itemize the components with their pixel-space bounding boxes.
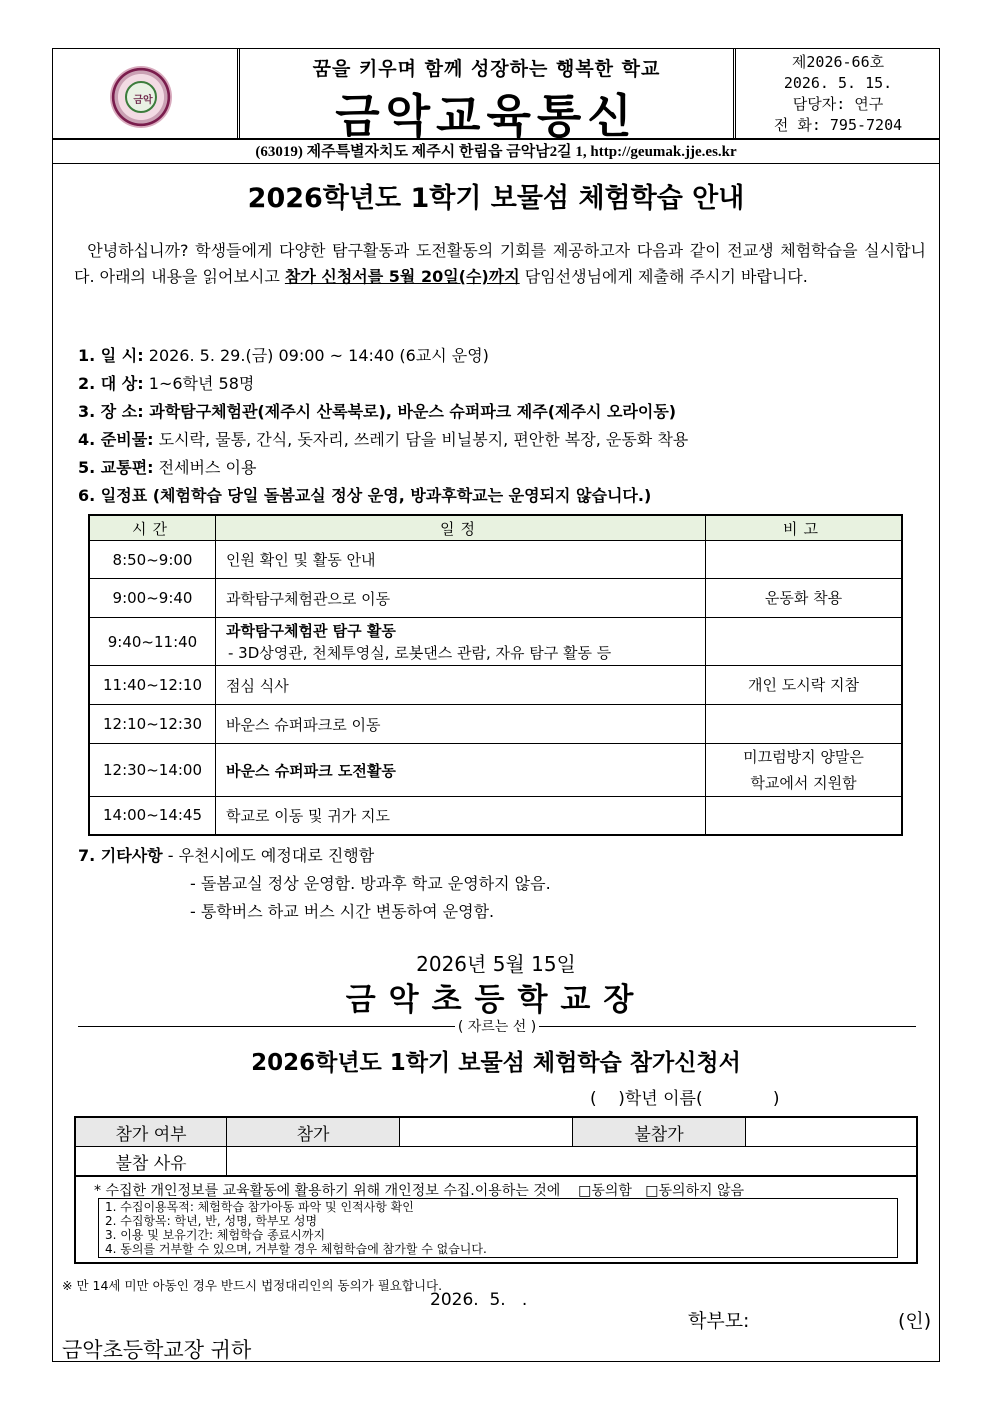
school-seal-icon: 금악 [110,66,172,128]
reason-field[interactable] [227,1147,918,1177]
list-item-transport: 5. 교통편: 전세버스 이용 [78,458,257,477]
parent-label: 학부모: [688,1310,750,1332]
issue-info [736,52,940,136]
school-slogan: 꿈을 키우며 함께 성장하는 행복한 학교 [312,58,661,80]
table-row: 9:40~11:40 과학탐구체험관 탐구 활동 - 3D상영관, 천체투영실, 로봇댄스 관람, 자유 탐구 활동 등 [89,618,902,666]
contact-person: 담당자: 연구 [792,95,884,113]
form-title: 2026학년도 1학기 보물섬 체험학습 참가신청서 [251,1050,741,1076]
not-attend-label: 불참가 [573,1117,746,1147]
school-address: (63019) 제주특별자치도 제주시 한림읍 금악남2길 1, http://geumak.jje.es.kr [52,140,940,164]
intro-paragraph: 안녕하십니까? 학생들에게 다양한 탐구활동과 도전활동의 기회를 제공하고자 다음과 같이 전교생 체험학습을 실시합니다. 아래의 내용을 읽어보시고 참가 신청서를 5월 20일(수)까지 담임선생님에게 제출해 주시기 바랍니다. [74,241,926,286]
cut-line: ( 자르는 선 ) [78,1016,916,1036]
table-row: 11:40~12:10 점심 식사 개인 도시락 지참 [89,666,902,705]
notice-date: 2026년 5월 15일 [416,952,576,976]
consent-question: * 수집한 개인정보를 교육활동에 활용하기 위해 개인정보 수집.이용하는 것에 □동의함 □동의하지 않음 [94,1183,745,1199]
addressee: 금악초등학교장 귀하 [62,1338,252,1362]
table-row: 12:10~12:30 바운스 슈퍼파크로 이동 [89,705,902,744]
guardian-note: ※ 만 14세 미만 아동인 경우 반드시 법정대리인의 동의가 필요합니다. [62,1278,443,1293]
not-attend-check-cell[interactable] [746,1117,918,1147]
list-item-place: 3. 장 소: 과학탐구체험관(제주시 산록북로), 바운스 슈퍼파크 제주(제주시 오라이동) [78,402,677,421]
list-item-target: 2. 대 상: 1~6학년 58명 [78,374,255,393]
table-row: 14:00~14:45 학교로 이동 및 귀가 지도 [89,797,902,835]
list-item-supplies: 4. 준비물: 도시락, 물통, 간식, 돗자리, 쓰레기 담을 비닐봉지, 편안한 복장, 운동화 착용 [78,430,689,449]
attend-check-cell[interactable] [400,1117,573,1147]
application-form [74,1116,918,1177]
other-notes: 7. 기타사항 - 우천시에도 예정대로 진행함 - 돌봄교실 정상 운영함. 방과후 학교 운영하지 않음. - 통학버스 하교 버스 시간 변동하여 운영함. [78,846,551,921]
masthead [240,48,736,143]
deadline-text: 참가 신청서를 5월 20일(수)까지 [284,267,520,286]
contact-phone: 전 화: 795-7204 [773,116,903,134]
newsletter-title: 금악교육통신 [335,89,638,143]
grade-name-field[interactable]: ( )학년 이름( ) [590,1089,780,1109]
issue-date: 2026. 5. 15. [783,74,893,92]
form-date: 2026. 5. . [430,1290,528,1310]
table-header: 시간 일정 비고 [89,515,902,541]
consent-details: 1. 수집이용목적: 체험학습 참가아동 파악 및 인적사항 확인 2. 수집항목: 학년, 반, 성명, 학부모 성명 3. 이용 및 보유기간: 체험학습 종료시까지 4. 동의를 거부할 수 있으며, 거부할 경우 체험학습에 참가할 수 없습니다. [98,1198,898,1258]
schedule-table [88,514,903,836]
privacy-consent [74,1174,918,1264]
attend-label: 참가 [227,1117,400,1147]
table-row: 8:50~9:00 인원 확인 및 활동 안내 [89,541,902,579]
participation-label: 참가 여부 [75,1117,227,1147]
table-row: 12:30~14:00 바운스 슈퍼파크 도전활동 미끄럼방지 양말은 학교에서 지원함 [89,744,902,797]
school-logo-cell [52,48,240,138]
table-row: 9:00~9:40 과학탐구체험관으로 이동 운동화 착용 [89,579,902,618]
issue-number: 제2026-66호 [791,53,885,71]
list-item-date: 1. 일 시: 2026. 5. 29.(금) 09:00 ~ 14:40 (6교시 운영) [78,346,489,365]
list-item-schedule: 6. 일정표 (체험학습 당일 돌봄교실 정상 운영, 방과후학교는 운영되지 않습니다.) [78,486,652,505]
reason-label: 불참 사유 [75,1147,227,1177]
newsletter-header [52,48,940,143]
info-list [78,342,938,510]
seal-mark: (인) [898,1310,932,1332]
principal-signature: 금악초등학교장 [345,982,647,1018]
page-title: 2026학년도 1학기 보물섬 체험학습 안내 [247,183,745,214]
